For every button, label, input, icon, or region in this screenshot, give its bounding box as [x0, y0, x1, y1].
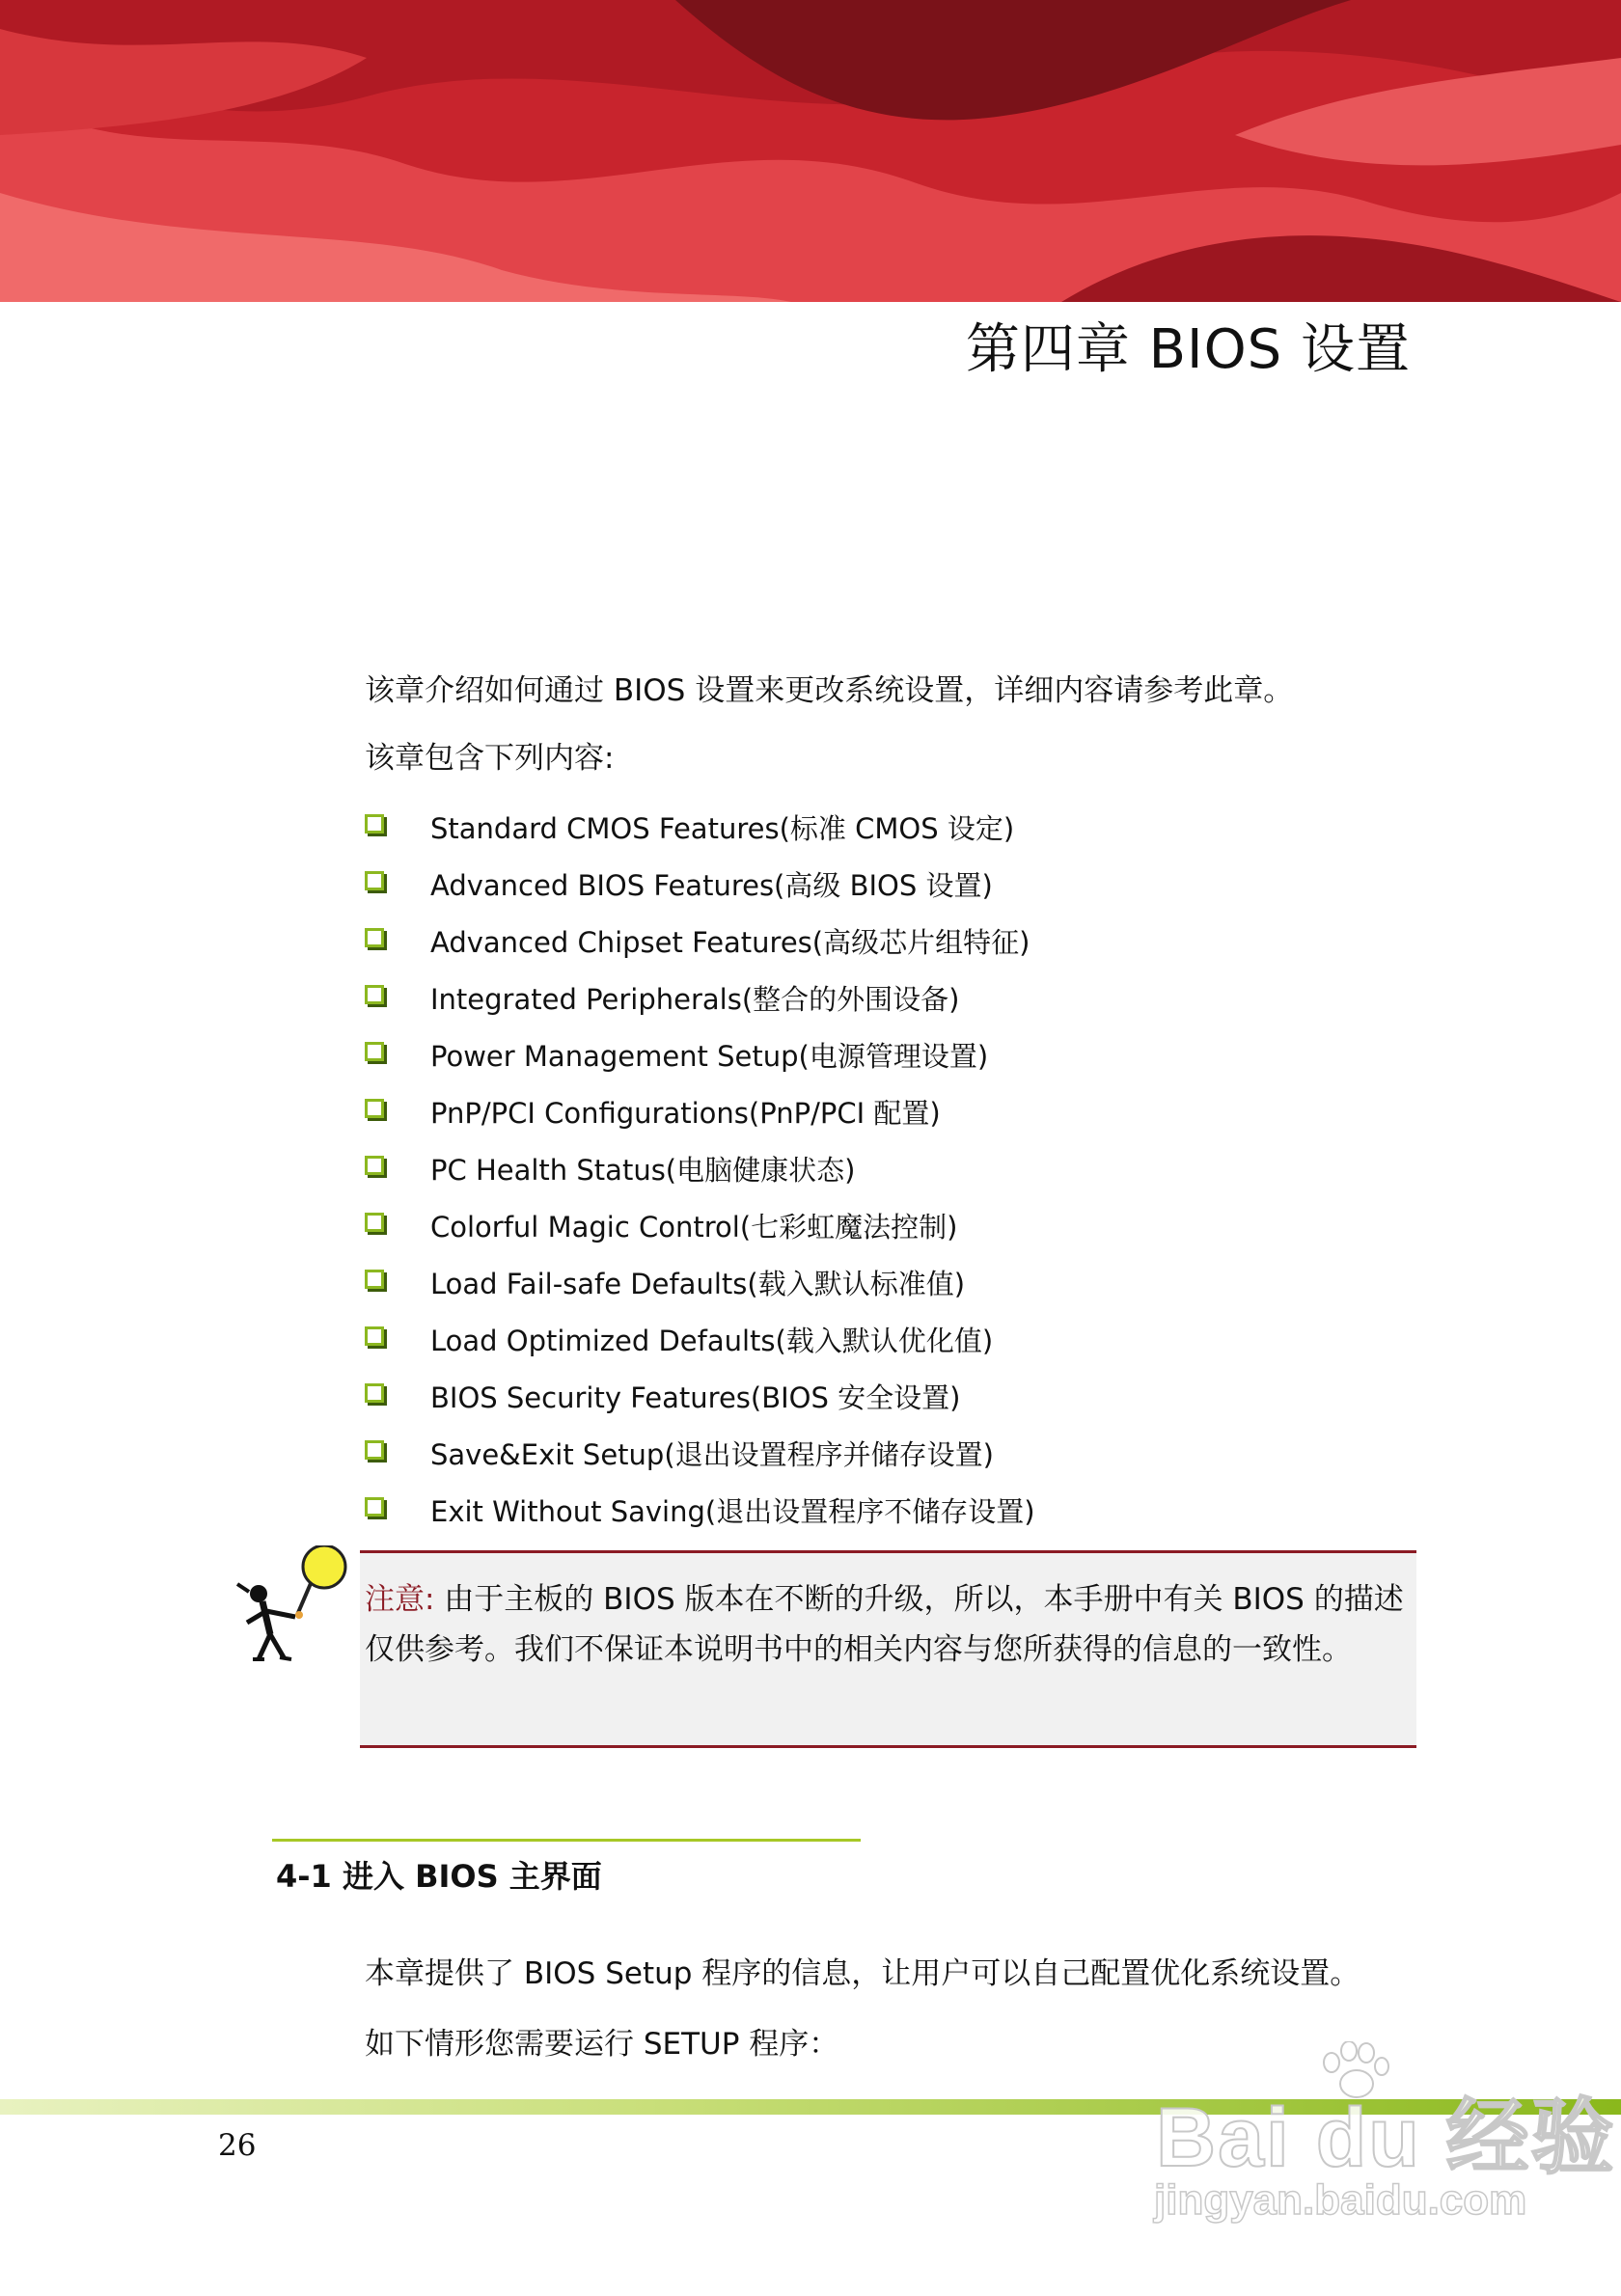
note-text: [365, 1574, 1407, 1675]
toc-item-label: Colorful Magic Control(七彩虹魔法控制): [430, 1211, 958, 1244]
checkbox-icon: [365, 928, 384, 947]
toc-item: [365, 799, 1035, 856]
checkbox-icon: [365, 1270, 384, 1289]
intro-line-2: 该章包含下列内容:: [365, 741, 615, 776]
note-label: 注意:: [365, 1582, 435, 1617]
chapter-title: 第四章 BIOS 设置: [965, 318, 1411, 381]
checkbox-icon: [365, 1497, 384, 1517]
stick-figure-with-sign-icon: [230, 1545, 355, 1666]
checkbox-icon: [365, 1099, 384, 1118]
checkbox-icon: [365, 814, 384, 834]
section-body-line-2: 如下情形您需要运行 SETUP 程序：: [365, 2027, 839, 2062]
toc-item: [365, 1311, 1035, 1368]
note-box: [360, 1550, 1416, 1748]
toc-item-label: PnP/PCI Configurations(PnP/PCI 配置): [430, 1097, 941, 1130]
watermark: [1146, 2041, 1616, 2234]
section-body-line-1: 本章提供了 BIOS Setup 程序的信息，让用户可以自己配置优化系统设置。: [365, 1956, 1360, 1991]
toc-item-label: PC Health Status(电脑健康状态): [430, 1154, 856, 1187]
toc-item: [365, 1254, 1035, 1311]
checkbox-icon: [365, 1213, 384, 1232]
checkbox-icon: [365, 1042, 384, 1061]
toc-item: [365, 1425, 1035, 1482]
checkbox-icon: [365, 985, 384, 1004]
toc-item-label: Exit Without Saving(退出设置程序不储存设置): [430, 1495, 1035, 1528]
toc-item: [365, 1083, 1035, 1140]
toc-item: [365, 1026, 1035, 1083]
toc-item: [365, 970, 1035, 1026]
section-divider: [272, 1839, 861, 1842]
toc-item-label: Integrated Peripherals(整合的外围设备): [430, 983, 960, 1016]
intro-line-1: 该章介绍如何通过 BIOS 设置来更改系统设置，详细内容请参考此章。: [365, 673, 1294, 708]
toc-item: [365, 913, 1035, 970]
header-banner: [0, 0, 1621, 302]
toc-item: [365, 1368, 1035, 1425]
checkbox-icon: [365, 871, 384, 890]
watermark-sub: jingyan.baidu.com: [1154, 2176, 1527, 2224]
toc-item-label: Power Management Setup(电源管理设置): [430, 1040, 989, 1073]
toc-item: [365, 1482, 1035, 1539]
toc-item-label: Save&Exit Setup(退出设置程序并储存设置): [430, 1438, 994, 1471]
checkbox-icon: [365, 1383, 384, 1403]
note-body: 由于主板的 BIOS 版本在不断的升级，所以，本手册中有关 BIOS 的描述仅供参考。我们不保证本说明书中的相关内容与您所获得的信息的一致性。: [365, 1582, 1404, 1667]
toc-item-label: BIOS Security Features(BIOS 安全设置): [430, 1381, 961, 1414]
checkbox-icon: [365, 1440, 384, 1460]
checkbox-icon: [365, 1156, 384, 1175]
toc-item-label: Standard CMOS Features(标准 CMOS 设定): [430, 812, 1015, 845]
toc-item: [365, 1197, 1035, 1254]
toc-item: [365, 856, 1035, 913]
toc-item-label: Load Optimized Defaults(载入默认优化值): [430, 1325, 994, 1357]
toc-list: [365, 799, 1035, 1539]
toc-item-label: Advanced Chipset Features(高级芯片组特征): [430, 926, 1030, 959]
toc-item: [365, 1140, 1035, 1197]
toc-item-label: Load Fail-safe Defaults(载入默认标准值): [430, 1268, 966, 1300]
checkbox-icon: [365, 1326, 384, 1346]
watermark-main: Bai du 经验: [1156, 2091, 1616, 2184]
section-title: 4-1 进入 BIOS 主界面: [276, 1858, 602, 1895]
toc-item-label: Advanced BIOS Features(高级 BIOS 设置): [430, 869, 993, 902]
page-number: 26: [218, 2128, 257, 2163]
